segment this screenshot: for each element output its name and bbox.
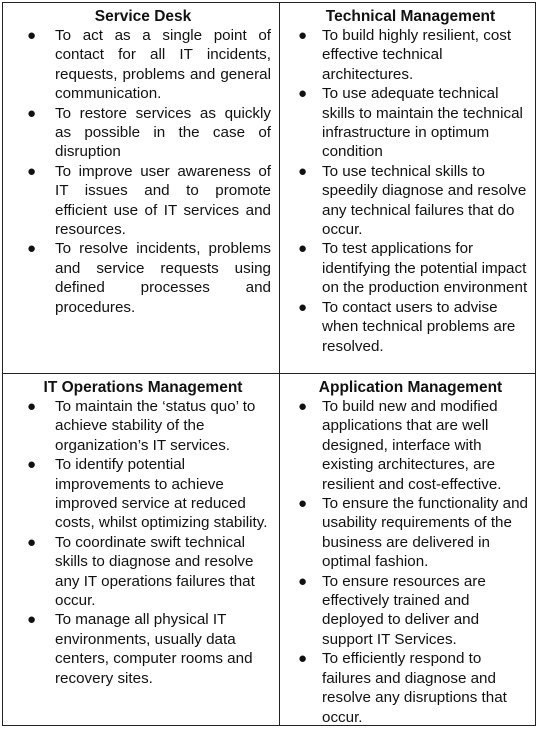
bullet-icon: ● <box>298 85 308 103</box>
list-item: ● To test applications for identifying the potential impact on the production environment <box>298 240 528 297</box>
list-item: ● To manage all physical IT environments, usually data centers, computer rooms and recovery sites. <box>27 611 253 687</box>
application-management-heading: Application Management <box>318 379 503 396</box>
technical-management-heading: Technical Management <box>325 8 496 25</box>
list-item: ● To ensure the functionality and usability requirements of the business are delivered in optimal fashion. <box>298 495 529 571</box>
bullet-icon: ● <box>27 240 37 258</box>
it-operations-management-cell <box>3 374 279 727</box>
bullet-icon: ● <box>27 27 37 44</box>
list-item: ● To coordinate swift technical skills to diagnose and resolve any IT operations failures that occur. <box>27 533 255 610</box>
list-item: ● To improve user awareness of IT issues and to promote efficient use of IT services and resources. <box>27 162 271 239</box>
it-operations-management-list <box>15 397 271 688</box>
list-item: ● To use technical skills to speedily diagnose and resolve any technical failures that do occur. <box>298 162 527 239</box>
list-item: ● To contact users to advise when technical problems are resolved. <box>298 298 516 355</box>
bullet-icon: ● <box>298 572 308 590</box>
bullet-icon: ● <box>298 650 308 668</box>
service-desk-cell <box>3 3 279 373</box>
application-management-list <box>288 397 533 727</box>
service-desk-heading: Service Desk <box>94 8 192 25</box>
bullet-icon: ● <box>27 533 37 551</box>
list-item: ● To resolve incidents, problems and service requests using defined processes and procedures. <box>27 240 271 316</box>
bullet-icon: ● <box>27 162 37 180</box>
bullet-icon: ● <box>298 162 308 180</box>
bullet-icon: ● <box>27 398 37 415</box>
list-item: ● To use adequate technical skills to maintain the technical infrastructure in optimum condition <box>298 85 523 161</box>
list-item: ● To ensure resources are effectively trained and deployed to deliver and support IT Services. <box>298 572 486 648</box>
technical-management-cell <box>280 3 537 373</box>
list-item: ● To maintain the ‘status quo’ to achieve stability of the organization’s IT services. <box>27 398 256 454</box>
bullet-icon: ● <box>298 398 308 415</box>
list-item: ● To build new and modified applications that are well designed, interface with existing architectures, are resilient and cost-effective. <box>298 398 502 493</box>
it-operations-management-heading: IT Operations Management <box>43 379 243 396</box>
service-desk-list <box>15 26 271 317</box>
bullet-icon: ● <box>298 240 308 258</box>
bullet-icon: ● <box>298 27 308 44</box>
functions-table <box>2 2 536 726</box>
bullet-icon: ● <box>27 456 37 474</box>
list-item: ● To identify potential improvements to achieve improved service at reduced costs, whilst optimizing stability. <box>27 456 268 532</box>
bullet-icon: ● <box>27 104 37 122</box>
application-management-cell <box>280 374 537 727</box>
technical-management-list <box>288 26 533 356</box>
list-item: ● To restore services as quickly as possible in the case of disruption <box>27 104 271 161</box>
bullet-icon: ● <box>298 495 308 513</box>
list-item: ● To build highly resilient, cost effective technical architectures. <box>298 27 512 83</box>
list-item: ● To act as a single point of contact for all IT incidents, requests, problems and general communication. <box>27 27 271 103</box>
bullet-icon: ● <box>298 298 308 316</box>
list-item: ● To efficiently respond to failures and diagnose and resolve any disruptions that occur. <box>298 650 507 726</box>
bullet-icon: ● <box>27 611 37 629</box>
